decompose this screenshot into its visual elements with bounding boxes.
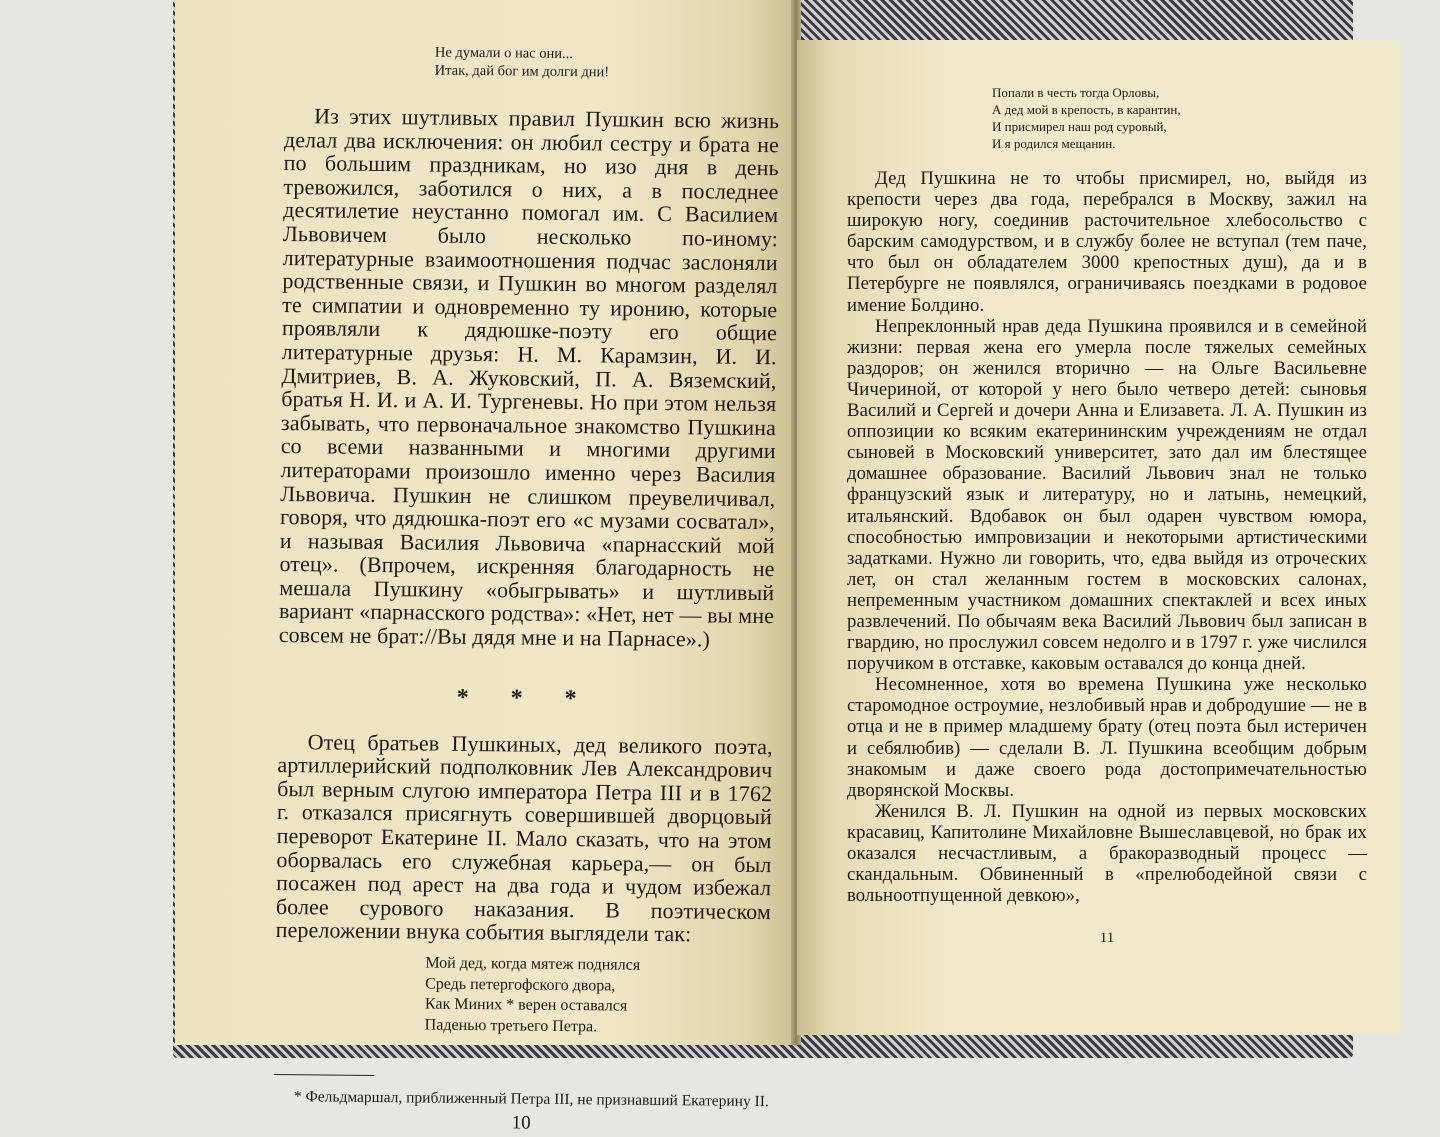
epigraph-line: Итак, дай бог им долги дни! bbox=[434, 62, 610, 81]
page-number-right: 11 bbox=[1099, 930, 1115, 947]
footnote-rule bbox=[274, 1074, 374, 1076]
verse-line: Паденью третьего Петра. bbox=[424, 1016, 598, 1035]
left-verse bbox=[425, 954, 771, 1040]
footnote: * Фельдмаршал, приближенный Петра III, не признавший Екатерину II. bbox=[293, 1088, 769, 1111]
right-epigraph bbox=[992, 84, 1367, 152]
epigraph-line: А дед мой в крепость, в карантин, bbox=[992, 102, 1181, 117]
section-separator: * * * bbox=[456, 684, 595, 712]
epigraph-line: Не думали о нас они... bbox=[434, 44, 573, 63]
right-paragraph-4: Женился В. Л. Пушкин на одной из первых московских красавиц, Капитолине Михайловне Вышеславцевой, но брак их оказался несчастливым, а бракоразводный процесс — скандальным. Обвиненный в «прелюбодейной связи с вольноотпущенной девкою», bbox=[847, 800, 1367, 907]
open-book bbox=[85, 0, 1367, 1134]
epigraph-line: Попали в честь тогда Орловы, bbox=[992, 85, 1160, 100]
epigraph-line: И я родился мещанин. bbox=[992, 136, 1116, 151]
right-page bbox=[797, 40, 1401, 1035]
left-epigraph bbox=[435, 44, 780, 84]
left-page bbox=[175, 0, 795, 1134]
verse-line: Как Миних * верен оставался bbox=[424, 995, 628, 1015]
left-paragraph-1: Из этих шутливых правил Пушкин всю жизнь делал два исключения: он любил сестру и брата не по большим праздникам, но изо дня в день тревожился, заботился о них, а в последнее десятилетие неустанно помогал им. С Василием Львовичем было несколько по-иному: литературные взаимоотношения подчас заслоняли родственные связи, и Пушкин во многом разделял те симпатии и одновременно ту иронию, которые проявляли к дядюшке-поэту его общие литературные друзья: Н. М. Карамзин, И. И. Дмитриев, В. А. Жуковский, П. А. Вяземский, братья Н. И. и А. И. Тургеневы. Но при этом нельзя забывать, что первоначальное знакомство Пушкина со всеми названными и многими другими литераторами произошло именно через Василия Львовича. Пушкин не слишком преувеличивал, говоря, что дядюшка-поэт его «с музами сосватал», и называя Василия Львовича «парнасский мой отец». (Впрочем, искренняя благодарность не мешала Пушкину «обыгрывать» и шутливый вариант «парнасского родства»: «Нет, нет — вы мне совсем не брат://Вы дядя мне и на Парнасе».) bbox=[278, 103, 780, 652]
page-number-left: 10 bbox=[511, 1112, 531, 1134]
verse-line: Средь петергофского двора, bbox=[425, 975, 616, 995]
right-page-text bbox=[847, 84, 1367, 947]
left-page-text bbox=[274, 42, 780, 1137]
epigraph-line: И присмирел наш род суровый, bbox=[992, 119, 1167, 134]
verse-line: Мой дед, когда мятеж поднялся bbox=[425, 954, 641, 974]
left-paragraph-2: Отец братьев Пушкиных, дед великого поэта, артиллерийский подполковник Лев Александрович был верным слугою императора Петра III и в 1762 г. отказался присягнуть совершившей дворцовый переворот Екатерине II. Мало сказать, что на этом оборвалась его служебная карьера,— он был посажен под арест на два года и чудом избежал более сурового наказания. В поэтическом переложении внука события выглядели так: bbox=[275, 728, 773, 947]
right-paragraph-1: Дед Пушкина не то чтобы присмирел, но, выйдя из крепости через два года, перебрался в Москву, зажил на широкую ногу, соединив расточительное хлебосольство с барским самодурством, и в службу более не вступал (тем паче, что был он обладателем 3000 крепостных душ), да и в Петербурге не появлялся, ограничиваясь поездками в родовое имение Болдино. bbox=[847, 168, 1367, 316]
right-paragraph-3: Несомненное, хотя во времена Пушкина уже несколько старомодное остроумие, незлобивый нрав и добродушие — не в отца и не в пример младшему брату (отец поэта был истеричен и себялюбив) — сделали В. Л. Пушкина всеобщим добрым знакомым и даже своего рода достопримечательностью дворянской Москвы. bbox=[847, 674, 1367, 801]
right-paragraph-2: Непреклонный нрав деда Пушкина проявился и в семейной жизни: первая жена его умерла после тяжелых семейных раздоров; он женился вторично — на Ольге Васильевне Чичериной, от которой у него было четверо детей: сыновья Василий и Сергей и дочери Анна и Елизавета. Л. А. Пушкин из оппозиции ко всяким екатерининским учреждениям не отдал сыновей в Московский университет, зато дал им блестящее домашнее образование. Василий Львович знал не только французский язык и литературу, но и латынь, немецкий, итальянский. Вдобавок он был одарен чувством юмора, способностью импровизации и некоторыми артистическими задатками. Нужно ли говорить, что, едва выйдя из отроческих лет, он стал желанным гостем в московских салонах, непременным участником домашних спектаклей и всех иных развлечений. По обычаям века Василий Львович был записан в гвардию, но прослужил совсем недолго и в 1797 г. уже числился поручиком в отставке, каковым оставался до конца дней. bbox=[847, 315, 1367, 675]
